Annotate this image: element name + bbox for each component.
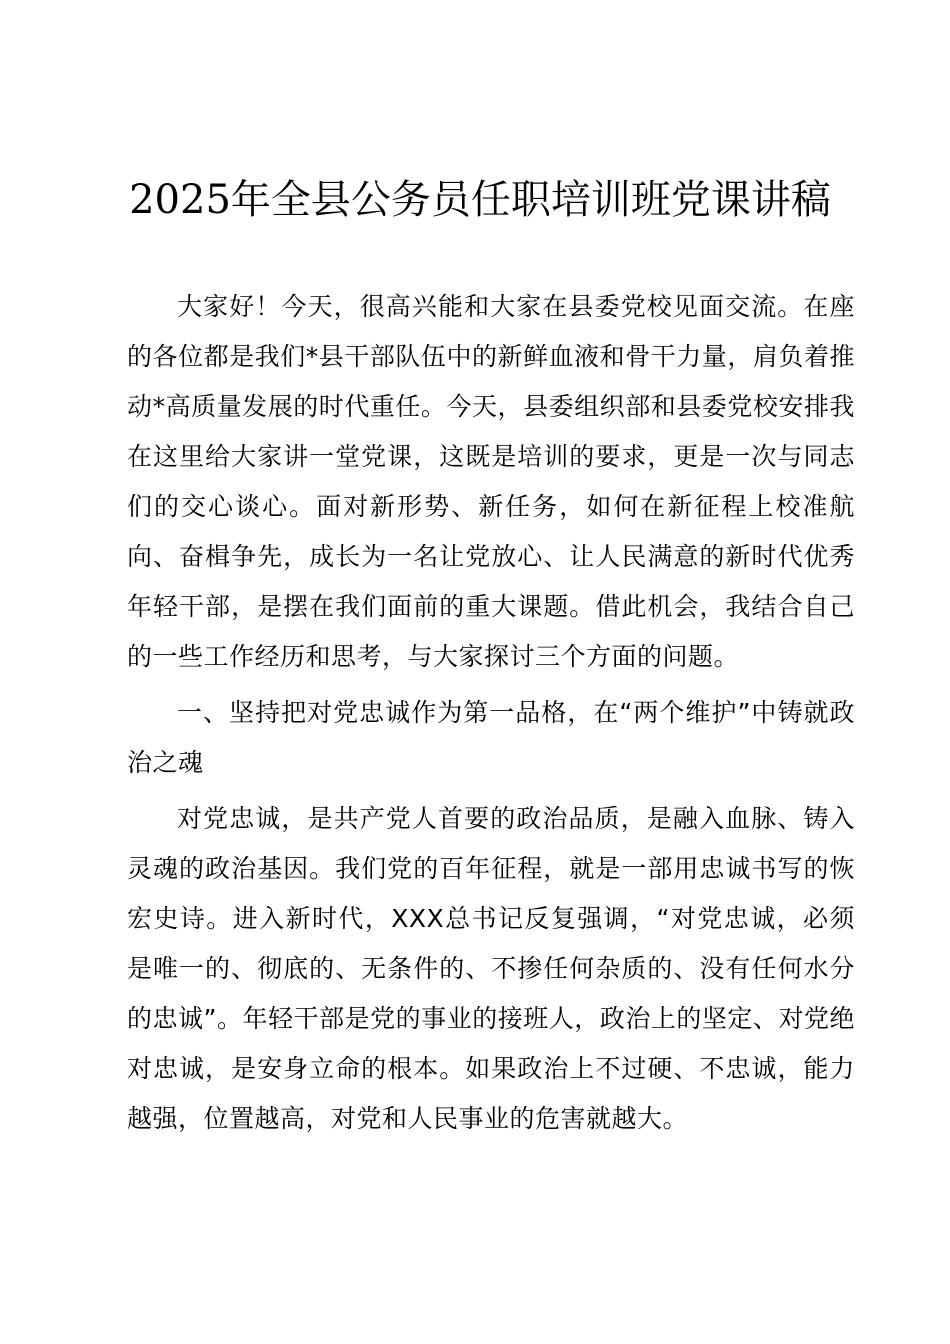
document-title: 2025年全县公务员任职培训班党课讲稿 <box>129 177 831 223</box>
section-heading-1: 一、坚持把对党忠诚作为第一品格，在“两个维护”中铸就政治之魂 <box>127 698 855 777</box>
paragraph-section-1: 对党忠诚，是共产党人首要的政治品质，是融入血脉、铸入灵魂的政治基因。我们党的百年征程，就是一部用忠诚书写的恢宏史诗。进入新时代，XXX总书记反复强调，“对党忠诚，必须是唯一的、彻底的、无条件的、不掺任何杂质的、没有任何水分的忠诚”。年轻干部是党的事业的接班人，政治上的坚定、对党绝对忠诚，是安身立命的根本。如果政治上不过硬、不忠诚，能力越强，位置越高，对党和人民事业的危害就越大。 <box>127 804 855 1133</box>
document-body <box>127 282 855 1144</box>
paragraph-intro: 大家好！今天，很高兴能和大家在县委党校见面交流。在座的各位都是我们*县干部队伍中的新鲜血液和骨干力量，肩负着推动*高质量发展的时代重任。今天，县委组织部和县委党校安排我在这里给大家讲一堂党课，这既是培训的要求，更是一次与同志们的交心谈心。面对新形势、新任务，如何在新征程上校准航向、奋楫争先，成长为一名让党放心、让人民满意的新时代优秀年轻干部，是摆在我们面前的重大课题。借此机会，我结合自己的一些工作经历和思考，与大家探讨三个方面的问题。 <box>127 292 855 671</box>
